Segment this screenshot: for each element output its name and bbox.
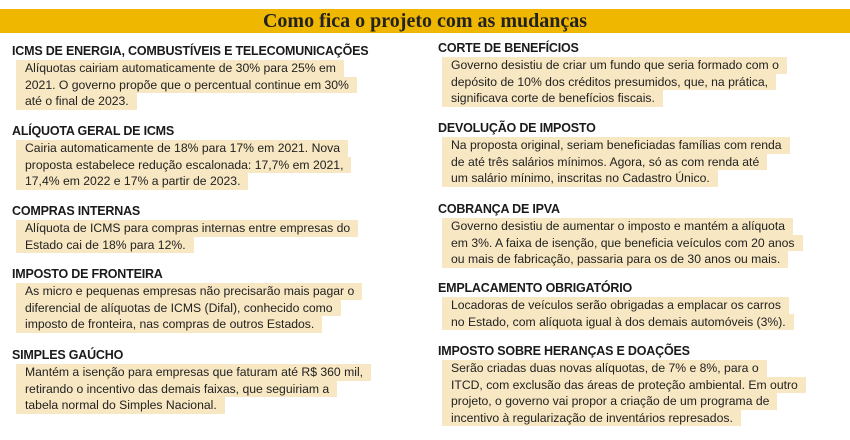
section-heading: DEVOLUÇÃO DE IMPOSTO xyxy=(438,121,596,135)
section-body xyxy=(451,137,848,187)
section-simples-gaucho xyxy=(12,347,412,414)
section-compras-internas xyxy=(12,203,412,253)
title-bar xyxy=(0,9,850,33)
section-body xyxy=(25,283,412,333)
body-line: até o final de 2023. xyxy=(16,93,137,110)
body-line: imposto de fronteira, nas compras de outros Estados. xyxy=(16,316,322,333)
body-line: Locadoras de veículos serão obrigadas a emplacar os carros xyxy=(442,297,789,314)
body-line: proposta estabelece redução escalonada: 17,7% em 2021, xyxy=(16,157,351,174)
section-body xyxy=(451,57,848,107)
section-corte-beneficios xyxy=(438,40,848,107)
section-heading: SIMPLES GAÚCHO xyxy=(12,348,124,362)
section-heading: IMPOSTO DE FRONTEIRA xyxy=(12,267,163,281)
body-line: incentivo à regularização de inventários represados. xyxy=(442,410,741,427)
section-heading: ALÍQUOTA GERAL DE ICMS xyxy=(12,124,175,138)
body-line: um salário mínimo, inscritas no Cadastro Único. xyxy=(442,170,718,187)
body-line: Alíquota de ICMS para compras internas entre empresas do xyxy=(16,220,358,237)
section-devolucao-imposto xyxy=(438,120,848,187)
section-emplacamento xyxy=(438,280,848,330)
section-icms-energia xyxy=(12,43,412,110)
section-body xyxy=(451,218,848,268)
body-line: Estado cai de 18% para 12%. xyxy=(16,237,194,254)
body-line: tabela normal do Simples Nacional. xyxy=(16,397,225,414)
body-line: Na proposta original, seriam beneficiadas famílias com renda xyxy=(442,137,790,154)
body-line: Governo desistiu de aumentar o imposto e mantém a alíquota xyxy=(442,218,793,235)
body-line: As micro e pequenas empresas não precisarão mais pagar o xyxy=(16,283,362,300)
section-body xyxy=(25,220,412,253)
body-line: significava corte de benefícios fiscais. xyxy=(442,90,663,107)
body-line: 2021. O governo propõe que o percentual continue em 30% xyxy=(16,77,357,94)
body-line: depósito de 10% dos créditos presumidos, que, na prática, xyxy=(442,74,776,91)
section-heading: ICMS DE ENERGIA, COMBUSTÍVEIS E TELECOMUNICAÇÕES xyxy=(12,44,369,58)
section-heading: IMPOSTO SOBRE HERANÇAS E DOAÇÕES xyxy=(438,344,690,358)
body-line: ITCD, com exclusão das áreas de proteção ambiental. Em outro xyxy=(442,377,806,394)
body-line: retirando o incentivo das demais faixas, que seguiriam a xyxy=(16,381,337,398)
section-heading: CORTE DE BENEFÍCIOS xyxy=(438,41,579,55)
body-line: no Estado, com alíquota igual à dos demais automóveis (3%). xyxy=(442,314,794,331)
section-body xyxy=(25,364,412,414)
body-line: Alíquotas cairiam automaticamente de 30% para 25% em xyxy=(16,60,344,77)
section-body xyxy=(25,140,412,190)
body-line: em 3%. A faixa de isenção, que beneficia veículos com 20 anos xyxy=(442,235,803,252)
body-line: Serão criadas duas novas alíquotas, de 7% e 8%, para o xyxy=(442,360,767,377)
section-imposto-fronteira xyxy=(12,266,412,333)
body-line: diferencial de alíquotas de ICMS (Difal), conhecido como xyxy=(16,300,341,317)
section-cobranca-ipva xyxy=(438,201,848,268)
section-heading: EMPLACAMENTO OBRIGATÓRIO xyxy=(438,281,633,295)
section-body xyxy=(451,297,848,330)
section-aliquota-geral xyxy=(12,123,412,190)
section-heading: COBRANÇA DE IPVA xyxy=(438,202,560,216)
section-herancas-doacoes xyxy=(438,343,848,426)
body-line: 17,4% em 2022 e 17% a partir de 2023. xyxy=(16,173,248,190)
section-body xyxy=(451,360,848,426)
body-line: ou mais de fabricação, passaria para os de 30 anos ou mais. xyxy=(442,251,788,268)
body-line: Governo desistiu de criar um fundo que seria formado com o xyxy=(442,57,787,74)
section-body xyxy=(25,60,412,110)
body-line: de até três salários mínimos. Agora, só as com renda até xyxy=(442,154,767,171)
body-line: projeto, o governo vai propor a criação de um programa de xyxy=(442,393,777,410)
body-line: Mantém a isenção para empresas que faturam até R$ 360 mil, xyxy=(16,364,371,381)
section-heading: COMPRAS INTERNAS xyxy=(12,204,141,218)
page-title: Como fica o projeto com as mudanças xyxy=(262,9,588,32)
body-line: Cairia automaticamente de 18% para 17% em 2021. Nova xyxy=(16,140,348,157)
